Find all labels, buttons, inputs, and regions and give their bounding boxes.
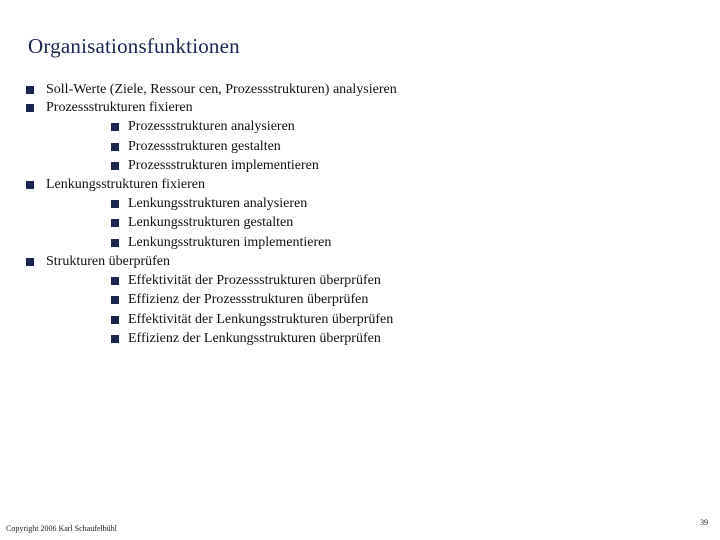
bullet-text: Soll-Werte (Ziele, Ressour cen, Prozessstrukturen) analysieren bbox=[46, 82, 397, 97]
bullet-item bbox=[26, 81, 397, 99]
footer-copyright: Copyright 2006 Karl Schaufelbühl bbox=[6, 524, 117, 533]
square-bullet-icon bbox=[26, 86, 34, 94]
sub-bullet-text: Prozessstrukturen analysieren bbox=[128, 119, 295, 134]
square-bullet-icon bbox=[111, 239, 119, 247]
sub-bullet-text: Prozessstrukturen implementieren bbox=[128, 158, 319, 173]
square-bullet-icon bbox=[111, 200, 119, 208]
square-bullet-icon bbox=[111, 123, 119, 131]
bullet-text: Lenkungsstrukturen fixieren bbox=[46, 177, 206, 192]
bullet-item bbox=[26, 99, 193, 117]
sub-bullet-text: Lenkungsstrukturen analysieren bbox=[128, 196, 308, 211]
page-number: 39 bbox=[700, 518, 708, 527]
sub-bullet-item bbox=[111, 311, 393, 329]
bullet-text: Prozessstrukturen fixieren bbox=[46, 100, 193, 115]
sub-bullet-text: Lenkungsstrukturen implementieren bbox=[128, 235, 332, 250]
sub-bullet-item bbox=[111, 272, 381, 290]
sub-bullet-text: Effizienz der Lenkungsstrukturen überprüfen bbox=[128, 331, 381, 346]
sub-bullet-text: Effektivität der Lenkungsstrukturen überprüfen bbox=[128, 312, 394, 327]
square-bullet-icon bbox=[111, 316, 119, 324]
sub-bullet-text: Prozessstrukturen gestalten bbox=[128, 139, 281, 154]
sub-bullet-item bbox=[111, 291, 368, 309]
square-bullet-icon bbox=[111, 277, 119, 285]
sub-bullet-item bbox=[111, 138, 281, 156]
sub-bullet-item bbox=[111, 157, 319, 175]
bullet-item bbox=[26, 253, 170, 271]
sub-bullet-item bbox=[111, 195, 307, 213]
square-bullet-icon bbox=[111, 335, 119, 343]
sub-bullet-item bbox=[111, 118, 295, 136]
square-bullet-icon bbox=[111, 219, 119, 227]
bullet-text: Strukturen überprüfen bbox=[46, 254, 171, 269]
sub-bullet-text: Lenkungsstrukturen gestalten bbox=[128, 215, 294, 230]
sub-bullet-item bbox=[111, 234, 331, 252]
square-bullet-icon bbox=[26, 258, 34, 266]
sub-bullet-text: Effektivität der Prozessstrukturen überprüfen bbox=[128, 273, 381, 288]
square-bullet-icon bbox=[111, 296, 119, 304]
square-bullet-icon bbox=[111, 143, 119, 151]
sub-bullet-item bbox=[111, 214, 293, 232]
sub-bullet-item bbox=[111, 330, 381, 348]
square-bullet-icon bbox=[26, 181, 34, 189]
square-bullet-icon bbox=[26, 104, 34, 112]
sub-bullet-text: Effizienz der Prozessstrukturen überprüfen bbox=[128, 292, 369, 307]
bullet-item bbox=[26, 176, 205, 194]
square-bullet-icon bbox=[111, 162, 119, 170]
slide-title: Organisationsfunktionen bbox=[28, 34, 240, 58]
